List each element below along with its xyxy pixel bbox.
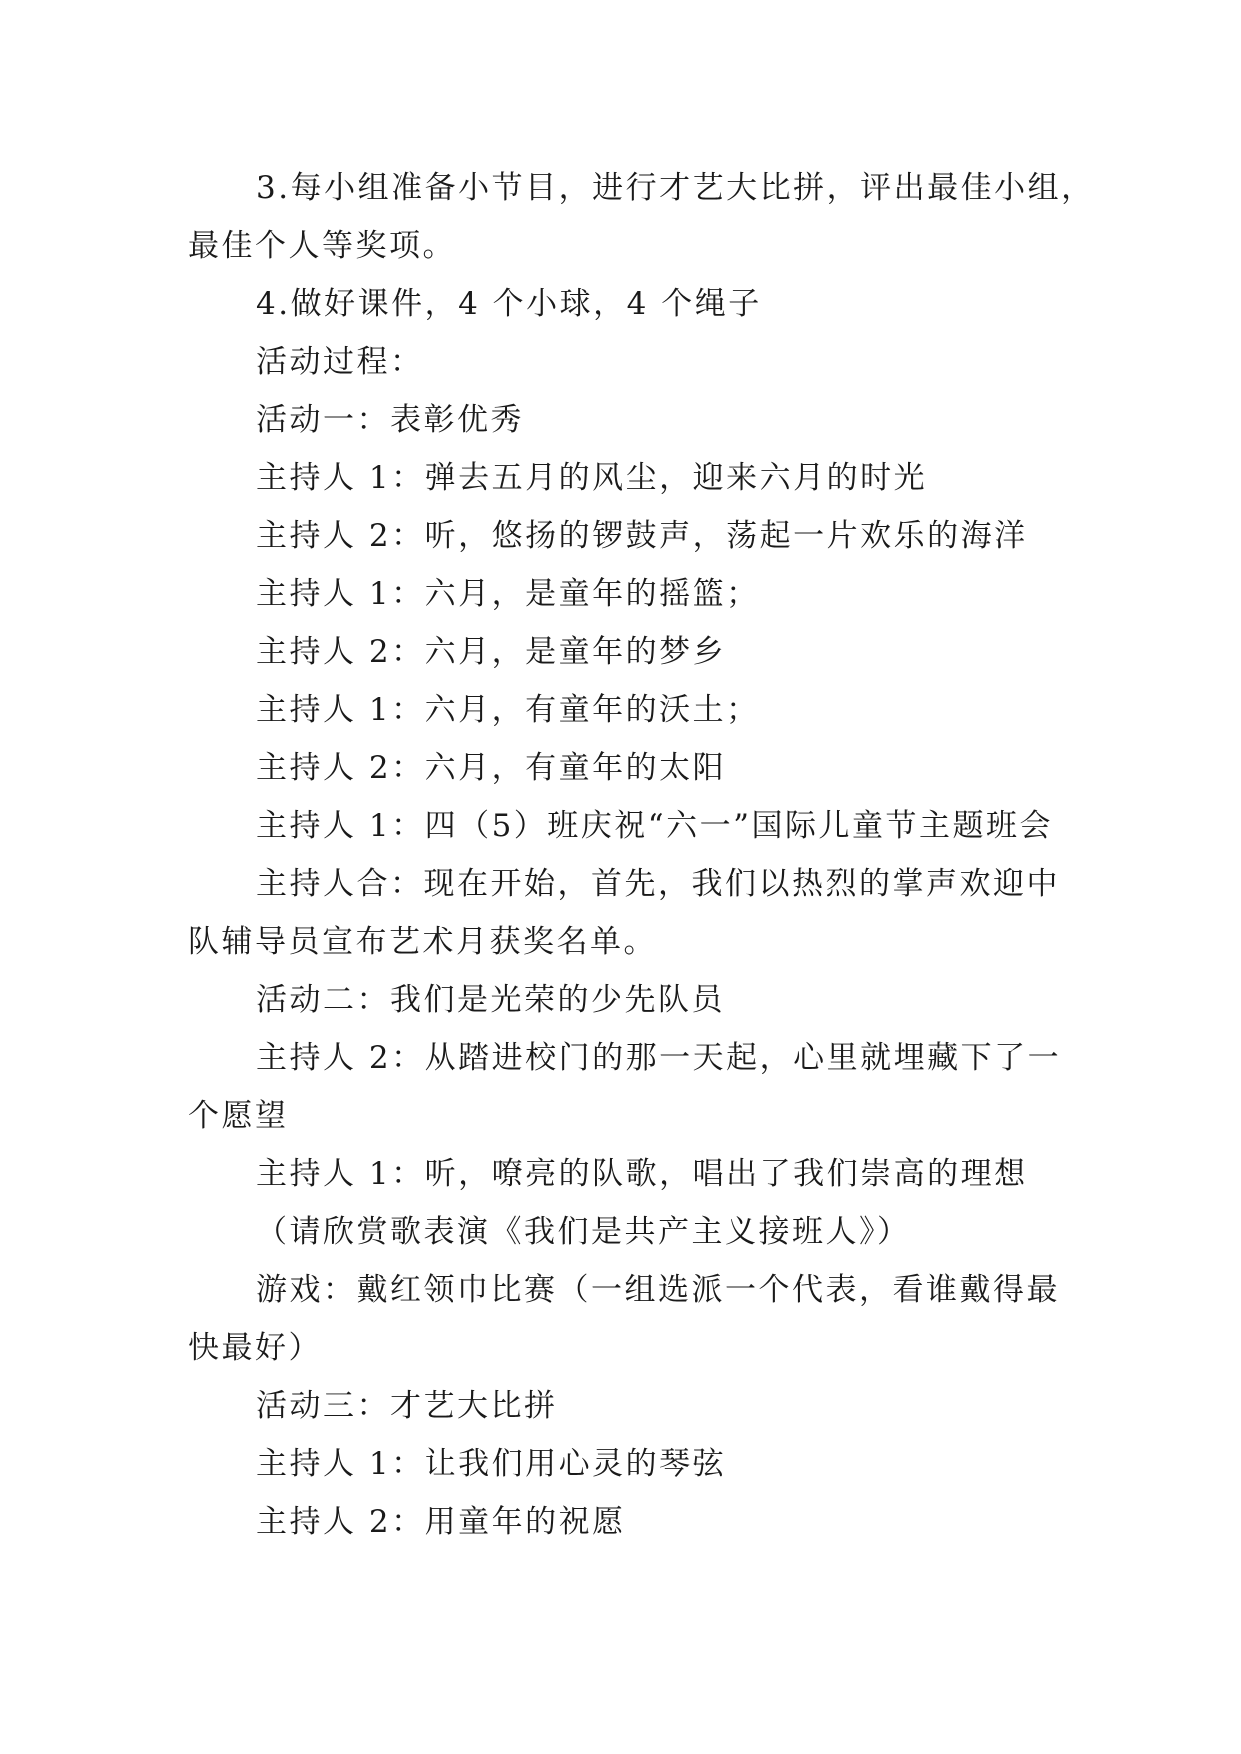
activity-heading: 活动三：才艺大比拼: [256, 1388, 558, 1424]
text-line: 主持人 2：六月，有童年的太阳: [256, 750, 727, 786]
text-line: （请欣赏歌表演《我们是共产主义接班人》）: [256, 1214, 911, 1250]
text-line: 队辅导员宣布艺术月获奖名单。: [188, 924, 657, 960]
text-line: 主持人 2：六月，是童年的梦乡: [256, 634, 727, 670]
text-line: 主持人合：现在开始，首先，我们以热烈的掌声欢迎中: [256, 866, 1060, 902]
text-line: 主持人 2：用童年的祝愿: [256, 1504, 626, 1540]
text-line: 主持人 1：四（5）班庆祝“六一”国际儿童节主题班会: [256, 808, 1053, 844]
text-line: 4.做好课件，4 个小球，4 个绳子: [256, 286, 762, 322]
text-line: 主持人 1：让我们用心灵的琴弦: [256, 1446, 727, 1482]
text-line: 主持人 2：从踏进校门的那一天起，心里就埋藏下了一: [256, 1040, 1062, 1076]
text-line: 主持人 1：弹去五月的风尘，迎来六月的时光: [256, 460, 928, 496]
activity-heading: 活动一：表彰优秀: [256, 402, 524, 438]
text-line: 主持人 1：六月，是童年的摇篮；: [256, 576, 760, 612]
text-line: 主持人 2：听，悠扬的锣鼓声，荡起一片欢乐的海洋: [256, 518, 1028, 554]
activity-heading: 活动二：我们是光荣的少先队员: [256, 982, 725, 1018]
section-heading: 活动过程：: [256, 344, 424, 380]
text-line: 个愿望: [188, 1098, 289, 1134]
text-line: 主持人 1：六月，有童年的沃土；: [256, 692, 760, 728]
text-line: 快最好）: [188, 1330, 322, 1366]
text-line: 3.每小组准备小节目，进行才艺大比拼，评出最佳小组，: [256, 170, 1095, 206]
text-line: 主持人 1：听，嘹亮的队歌，唱出了我们崇高的理想: [256, 1156, 1028, 1192]
text-line: 最佳个人等奖项。: [188, 228, 456, 264]
text-line: 游戏：戴红领巾比赛（一组选派一个代表，看谁戴得最: [256, 1272, 1060, 1308]
